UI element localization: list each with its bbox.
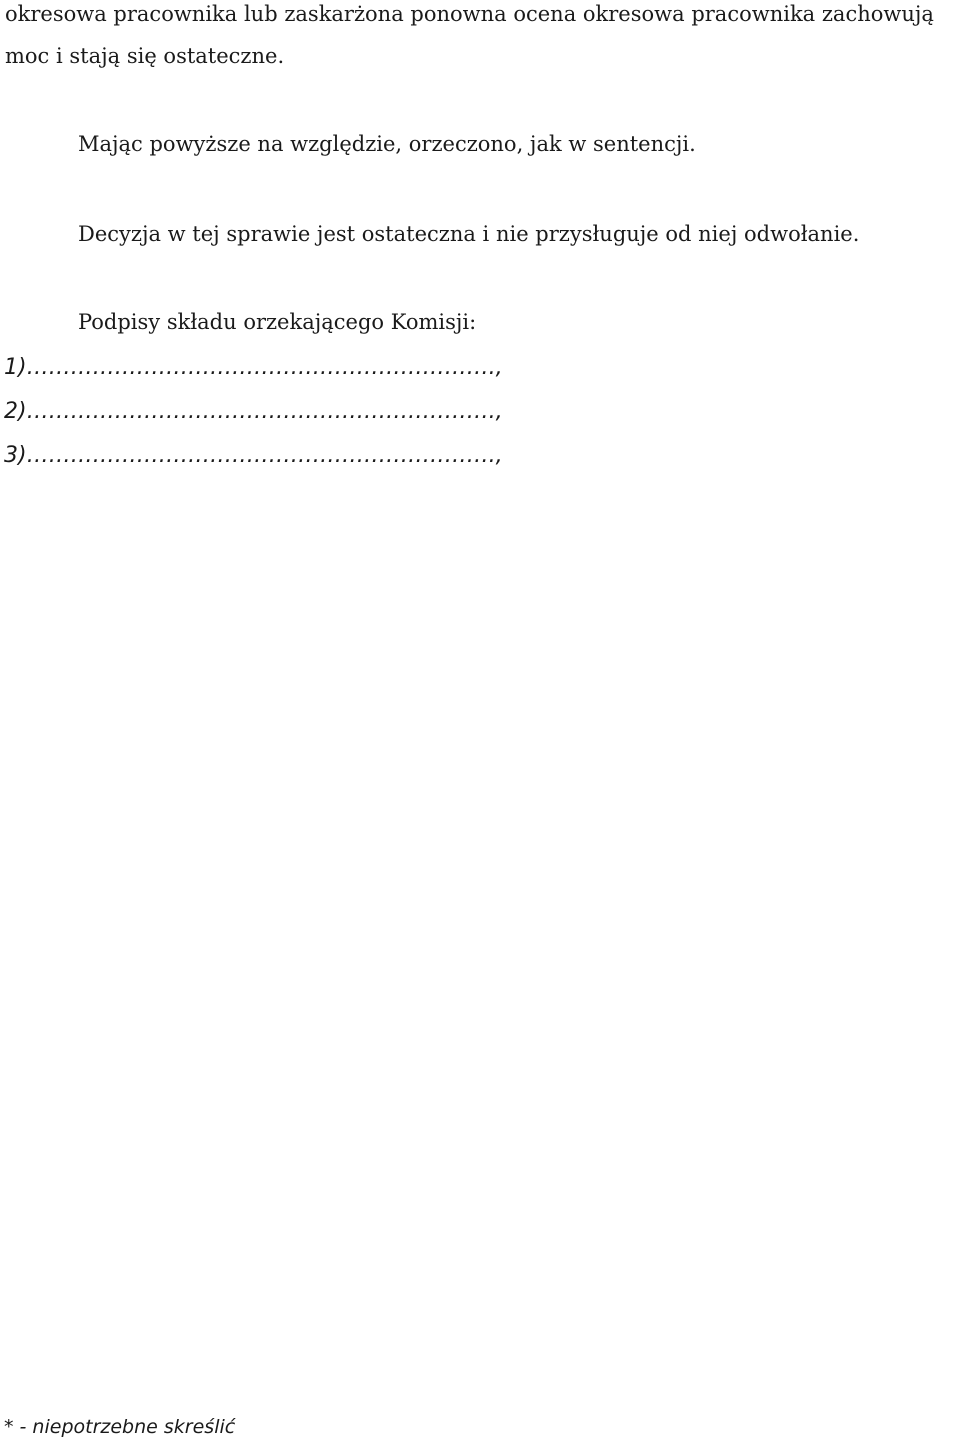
signature-line-1: 1)………………………………………………………., — [4, 355, 503, 380]
footnote: * - niepotrzebne skreślić — [4, 1416, 236, 1438]
paragraph-conclusion: Mając powyższe na względzie, orzeczono, jak w sentencji. — [78, 132, 696, 156]
signature-line-3: 3)………………………………………………………., — [4, 443, 503, 468]
paragraph-line: okresowa pracownika lub zaskarżona ponowna ocena okresowa pracownika zachowują — [5, 2, 934, 26]
paragraph-finality: Decyzja w tej sprawie jest ostateczna i nie przysługuje od niej odwołanie. — [78, 222, 860, 246]
paragraph-line: moc i stają się ostateczne. — [5, 44, 285, 68]
signatures-heading: Podpisy składu orzekającego Komisji: — [78, 310, 477, 334]
signature-line-2: 2)………………………………………………………., — [4, 399, 503, 424]
